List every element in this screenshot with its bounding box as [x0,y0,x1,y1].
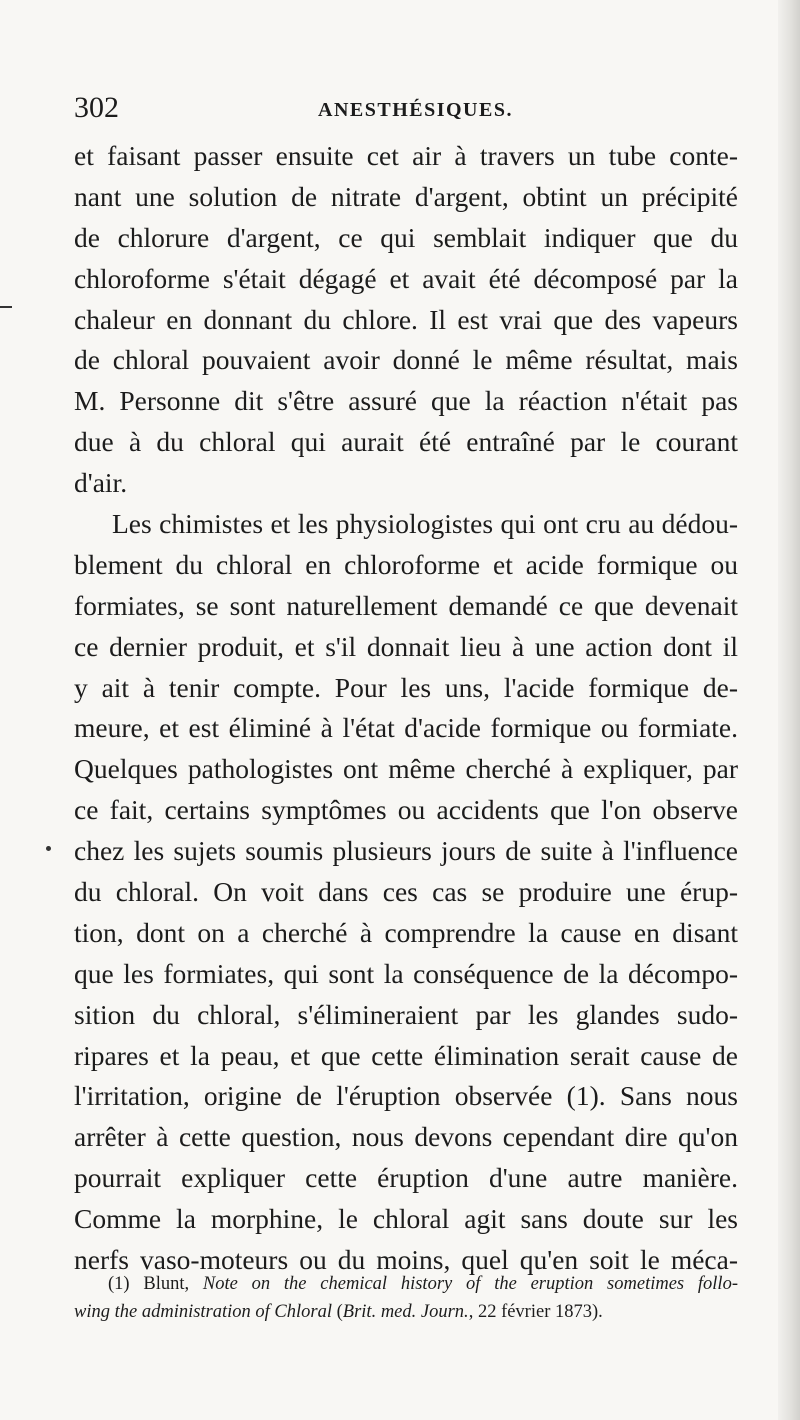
text-line: due à du chloral qui aurait été entraîné par le courant [74,426,738,458]
page-number: 302 [74,91,119,124]
text-line: Quelques pathologistes ont même cherché à expliquer, par [74,753,738,785]
text-line: chez les sujets soumis plusieurs jours de suite à l'influence [74,835,738,867]
page-edge-shadow [778,0,800,1420]
text-line: de chloral pouvaient avoir donné le même résultat, mais [74,344,738,376]
text-line: chaleur en donnant du chlore. Il est vrai que des vapeurs [74,303,738,335]
text-line: arrêter à cette question, nous devons cependant dire qu'on [74,1121,738,1153]
footnote-paren: ( [332,1302,343,1322]
footnote-date: , 22 février 1873). [468,1302,603,1322]
body-text [74,136,738,1281]
footnote-title: Note on the chemical history of the eruption sometimes follo- [202,1274,738,1294]
footnote [74,1270,738,1326]
text-line: meure, et est éliminé à l'état d'acide formique ou formiate. [74,712,738,744]
text-line: blement du chloral en chloroforme et acide formique ou [74,548,738,580]
text-line: chloroforme s'était dégagé et avait été décomposé par la [74,262,738,294]
text-line: ce fait, certains symptômes ou accidents que l'on observe [74,794,738,826]
text-line: y ait à tenir compte. Pour les uns, l'acide formique de- [74,671,738,703]
text-line: ce dernier produit, et s'il donnait lieu à une action dont il [74,630,738,662]
text-line: du chloral. On voit dans ces cas se produire une érup- [74,876,738,908]
footnote-line [74,1270,738,1298]
margin-mark [0,306,12,308]
footnote-journal: Brit. med. Journ. [342,1302,469,1322]
text-line: de chlorure d'argent, ce qui semblait indiquer que du [74,221,738,253]
text-line: d'air. [74,467,128,499]
footnote-title-cont: wing the administration of Chloral [74,1302,332,1322]
text-line: que les formiates, qui sont la conséquence de la décompo- [74,957,738,989]
text-line: Comme la morphine, le chloral agit sans doute sur les [74,1203,738,1235]
margin-dot [46,846,51,851]
text-line: pourrait expliquer cette éruption d'une autre manière. [74,1162,738,1194]
footnote-marker: (1) Blunt, [108,1274,203,1294]
text-line: et faisant passer ensuite cet air à travers un tube conte- [74,140,738,171]
footnote-line [74,1298,738,1326]
running-head: ANESTHÉSIQUES. [318,99,513,121]
paragraph-start-line: Les chimistes et les physiologistes qui ont cru au dédou- [112,508,738,540]
text-line: l'irritation, origine de l'éruption observée (1). Sans nous [74,1080,738,1112]
text-line: tion, dont on a cherché à comprendre la cause en disant [74,916,738,948]
text-line: ripares et la peau, et que cette élimination serait cause de [74,1039,738,1071]
text-line: M. Personne dit s'être assuré que la réaction n'était pas [74,385,738,417]
page-header [74,88,738,128]
text-line: sition du chloral, s'élimineraient par les glandes sudo- [74,998,738,1030]
text-line: nant une solution de nitrate d'argent, obtint un précipité [74,180,738,212]
text-line: formiates, se sont naturellement demandé ce que devenait [74,589,738,621]
text-line: nerfs vaso-moteurs ou du moins, quel qu'en soit le méca- [74,1244,738,1276]
